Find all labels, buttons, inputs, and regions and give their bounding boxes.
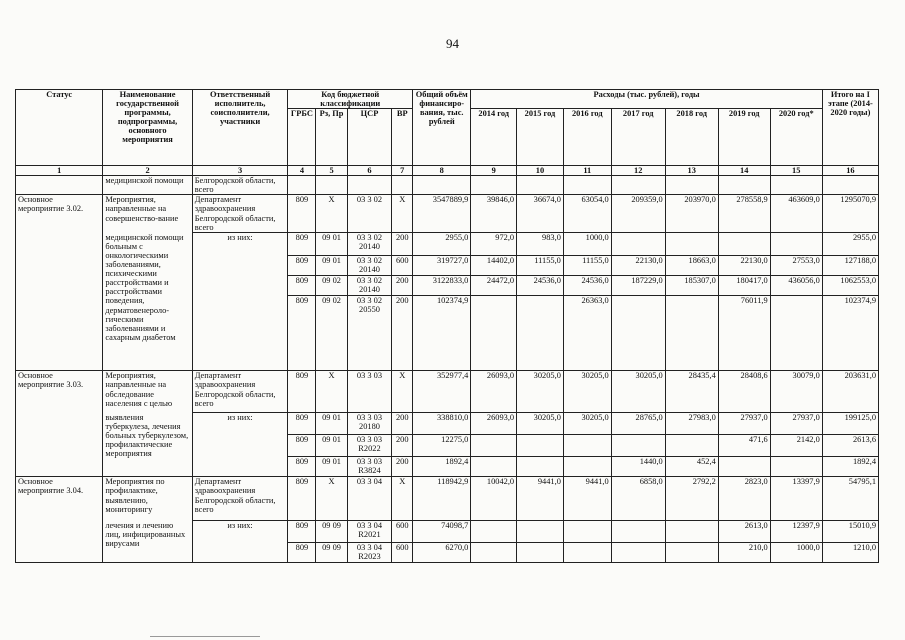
activity-name-cell: Мероприятия, направленные на обследование населения с целью [103,371,192,413]
year-value-cell [517,435,564,457]
year-value-cell: 30205,0 [517,413,564,435]
header-total-funding: Общий объём финансиро-вания, тыс. рублей [413,90,471,166]
header-status: Статус [16,90,103,166]
carry-over-name: медицинской помощи [103,176,192,195]
column-number: 6 [347,166,392,176]
year-value-cell [611,543,665,563]
year-value-cell [665,521,718,543]
year-value-cell [770,233,822,256]
stage-total-cell: 1210,0 [822,543,878,563]
rzpr-cell: 09 09 [316,543,347,563]
year-value-cell: 2792,2 [665,477,718,521]
year-value-cell: 14402,0 [471,256,517,276]
year-value-cell: 30205,0 [611,371,665,413]
header-name: Наименование государственной программы, подпрограммы, основного мероприятия [103,90,192,166]
year-value-cell: 187229,0 [611,276,665,296]
year-value-cell: 18663,0 [665,256,718,276]
header-year: 2014 год [471,109,517,166]
total-cell: 319727,0 [413,256,471,276]
vr-cell: Х [392,195,413,233]
grbs-cell: 809 [288,233,316,256]
rzpr-cell: Х [316,371,347,413]
stage-total-cell: 15010,9 [822,521,878,543]
year-value-cell: 26093,0 [471,413,517,435]
header-budget-code: Код бюджетной классификации [288,90,413,109]
column-number: 2 [103,166,192,176]
vr-cell: 200 [392,413,413,435]
csr-cell: 03 3 03 20180 [347,413,392,435]
rzpr-cell: 09 01 [316,233,347,256]
year-value-cell [611,435,665,457]
year-value-cell [517,521,564,543]
activity-detail-row [16,521,879,543]
year-value-cell: 9441,0 [563,477,611,521]
vr-cell: 200 [392,233,413,256]
activity-name-continued: лечения и лечению лиц, инфицированных вирусами [103,521,192,563]
responsible-cell: Департамент здравоохранения Белгородской области, всего [192,371,288,413]
year-value-cell: 11155,0 [563,256,611,276]
vr-cell: 600 [392,543,413,563]
rzpr-cell: 09 01 [316,256,347,276]
stage-total-cell: 203631,0 [822,371,878,413]
total-cell: 74098,7 [413,521,471,543]
year-value-cell: 10042,0 [471,477,517,521]
year-value-cell [517,296,564,371]
year-value-cell [718,233,770,256]
year-value-cell: 76011,9 [718,296,770,371]
grbs-cell: 809 [288,371,316,413]
vr-cell: 200 [392,276,413,296]
year-value-cell [471,521,517,543]
column-number: 13 [665,166,718,176]
column-number: 1 [16,166,103,176]
stage-total-cell: 1892,4 [822,457,878,477]
year-value-cell [611,296,665,371]
column-number: 14 [718,166,770,176]
year-value-cell: 24536,0 [517,276,564,296]
year-value-cell [665,233,718,256]
activity-detail-row [16,233,879,256]
rzpr-cell: 09 01 [316,457,347,477]
year-value-cell [471,543,517,563]
stage-total-cell: 54795,1 [822,477,878,521]
year-value-cell: 9441,0 [517,477,564,521]
year-value-cell [718,457,770,477]
total-cell: 6270,0 [413,543,471,563]
year-value-cell: 26363,0 [563,296,611,371]
column-number: 3 [192,166,288,176]
stage-total-cell: 199125,0 [822,413,878,435]
activity-total-row [16,371,879,413]
activity-name-cell: Мероприятия по профилактике, выявлению, мониторингу [103,477,192,521]
column-number: 11 [563,166,611,176]
stage-total-cell: 127188,0 [822,256,878,276]
year-value-cell: 1000,0 [770,543,822,563]
responsible-cell: Департамент здравоохранения Белгородской области, всего [192,477,288,521]
header-year: 2020 год* [770,109,822,166]
grbs-cell: 809 [288,296,316,371]
total-cell: 1892,4 [413,457,471,477]
vr-cell: 200 [392,435,413,457]
year-value-cell: 203970,0 [665,195,718,233]
year-value-cell [770,457,822,477]
from-them-cell: из них: [192,413,288,477]
year-value-cell: 63054,0 [563,195,611,233]
column-number: 7 [392,166,413,176]
csr-cell: 03 3 02 20140 [347,276,392,296]
year-value-cell: 436056,0 [770,276,822,296]
year-value-cell [563,521,611,543]
vr-cell: 600 [392,521,413,543]
year-value-cell: 209359,0 [611,195,665,233]
status-cell: Основное мероприятие 3.04. [16,477,103,563]
activity-name-cell: Мероприятия, направленные на совершенство-вание [103,195,192,233]
stage-total-cell: 2955,0 [822,233,878,256]
year-value-cell: 28765,0 [611,413,665,435]
header-year: 2016 год [563,109,611,166]
column-numbers-row [16,166,879,176]
scan-artifact [150,636,260,637]
grbs-cell: 809 [288,435,316,457]
header-rzpr: Рз, Пр [316,109,347,166]
header-year: 2015 год [517,109,564,166]
total-cell: 3122833,0 [413,276,471,296]
rzpr-cell: Х [316,195,347,233]
year-value-cell: 210,0 [718,543,770,563]
year-value-cell: 30205,0 [563,371,611,413]
year-value-cell: 36674,0 [517,195,564,233]
header-expenses: Расходы (тыс. рублей), годы [471,90,822,109]
year-value-cell: 22130,0 [718,256,770,276]
year-value-cell [471,435,517,457]
grbs-cell: 809 [288,195,316,233]
year-value-cell: 463609,0 [770,195,822,233]
year-value-cell [471,457,517,477]
year-value-cell: 11155,0 [517,256,564,276]
year-value-cell: 28435,4 [665,371,718,413]
year-value-cell: 6858,0 [611,477,665,521]
header-grbs: ГРБС [288,109,316,166]
activity-detail-row [16,413,879,435]
year-value-cell [517,457,564,477]
column-number: 4 [288,166,316,176]
stage-total-cell: 1062553,0 [822,276,878,296]
header-year: 2017 год [611,109,665,166]
year-value-cell: 278558,9 [718,195,770,233]
header-vr: ВР [392,109,413,166]
rzpr-cell: Х [316,477,347,521]
year-value-cell [611,521,665,543]
header-year: 2019 год [718,109,770,166]
year-value-cell: 39846,0 [471,195,517,233]
year-value-cell: 30205,0 [517,371,564,413]
csr-cell: 03 3 03 [347,371,392,413]
year-value-cell: 30079,0 [770,371,822,413]
carry-over-responsible: Белгородской области, всего [192,176,288,195]
stage-total-cell: 102374,9 [822,296,878,371]
rzpr-cell: 09 02 [316,276,347,296]
column-number: 5 [316,166,347,176]
total-cell: 352977,4 [413,371,471,413]
year-value-cell: 24472,0 [471,276,517,296]
year-value-cell: 1000,0 [563,233,611,256]
grbs-cell: 809 [288,457,316,477]
csr-cell: 03 3 04 R2023 [347,543,392,563]
grbs-cell: 809 [288,276,316,296]
stage-total-cell: 1295070,9 [822,195,878,233]
total-cell: 2955,0 [413,233,471,256]
column-number: 10 [517,166,564,176]
grbs-cell: 809 [288,413,316,435]
year-value-cell: 2823,0 [718,477,770,521]
year-value-cell: 1440,0 [611,457,665,477]
column-number: 12 [611,166,665,176]
csr-cell: 03 3 02 [347,195,392,233]
year-value-cell: 13397,9 [770,477,822,521]
carry-over-row [16,176,879,195]
vr-cell: Х [392,371,413,413]
year-value-cell: 972,0 [471,233,517,256]
grbs-cell: 809 [288,256,316,276]
responsible-cell: Департамент здравоохранения Белгородской области, всего [192,195,288,233]
stage-total-cell: 2613,6 [822,435,878,457]
status-cell: Основное мероприятие 3.03. [16,371,103,477]
activity-total-row [16,195,879,233]
year-value-cell: 27983,0 [665,413,718,435]
status-cell: Основное мероприятие 3.02. [16,195,103,371]
csr-cell: 03 3 03 R3824 [347,457,392,477]
year-value-cell: 27937,0 [770,413,822,435]
year-value-cell: 452,4 [665,457,718,477]
csr-cell: 03 3 04 R2021 [347,521,392,543]
year-value-cell: 12397,9 [770,521,822,543]
column-number: 16 [822,166,878,176]
header-year: 2018 год [665,109,718,166]
csr-cell: 03 3 02 20140 [347,256,392,276]
page-number: 94 [446,36,459,51]
rzpr-cell: 09 02 [316,296,347,371]
year-value-cell [563,457,611,477]
total-cell: 3547889,9 [413,195,471,233]
vr-cell: 200 [392,457,413,477]
year-value-cell: 27553,0 [770,256,822,276]
year-value-cell: 180417,0 [718,276,770,296]
year-value-cell [665,435,718,457]
year-value-cell: 471,6 [718,435,770,457]
activity-name-continued: выявления туберкулеза, лечения больных туберкулезом, профилактические мероприятия [103,413,192,477]
year-value-cell: 2613,0 [718,521,770,543]
year-value-cell: 983,0 [517,233,564,256]
rzpr-cell: 09 09 [316,521,347,543]
year-value-cell [665,543,718,563]
csr-cell: 03 3 03 R2022 [347,435,392,457]
year-value-cell: 24536,0 [563,276,611,296]
rzpr-cell: 09 01 [316,413,347,435]
activity-total-row [16,477,879,521]
column-number: 9 [471,166,517,176]
year-value-cell [770,296,822,371]
vr-cell: 200 [392,296,413,371]
year-value-cell [563,435,611,457]
year-value-cell [563,543,611,563]
expenses-table [15,89,879,563]
csr-cell: 03 3 02 20550 [347,296,392,371]
vr-cell: Х [392,477,413,521]
total-cell: 118942,9 [413,477,471,521]
from-them-cell: из них: [192,521,288,563]
grbs-cell: 809 [288,477,316,521]
year-value-cell: 22130,0 [611,256,665,276]
total-cell: 12275,0 [413,435,471,457]
total-cell: 338810,0 [413,413,471,435]
year-value-cell: 30205,0 [563,413,611,435]
header-responsible: Ответственный исполнитель, соисполнители, участники [192,90,288,166]
csr-cell: 03 3 04 [347,477,392,521]
from-them-cell: из них: [192,233,288,371]
year-value-cell [471,296,517,371]
year-value-cell: 2142,0 [770,435,822,457]
year-value-cell: 27937,0 [718,413,770,435]
total-cell: 102374,9 [413,296,471,371]
header-stage-total: Итого на I этапе (2014-2020 годы) [822,90,878,166]
header-csr: ЦСР [347,109,392,166]
grbs-cell: 809 [288,521,316,543]
column-number: 15 [770,166,822,176]
year-value-cell [517,543,564,563]
year-value-cell: 28408,6 [718,371,770,413]
year-value-cell: 26093,0 [471,371,517,413]
vr-cell: 600 [392,256,413,276]
grbs-cell: 809 [288,543,316,563]
activity-name-continued: медицинской помощи больным с онкологическими заболеваниями, психическими расстройствами и расстройствами поведения, дерматовенероло-гическими заболеваниями и сахарным диабетом [103,233,192,371]
year-value-cell [611,233,665,256]
csr-cell: 03 3 02 20140 [347,233,392,256]
rzpr-cell: 09 01 [316,435,347,457]
column-number: 8 [413,166,471,176]
year-value-cell [665,296,718,371]
year-value-cell: 185307,0 [665,276,718,296]
